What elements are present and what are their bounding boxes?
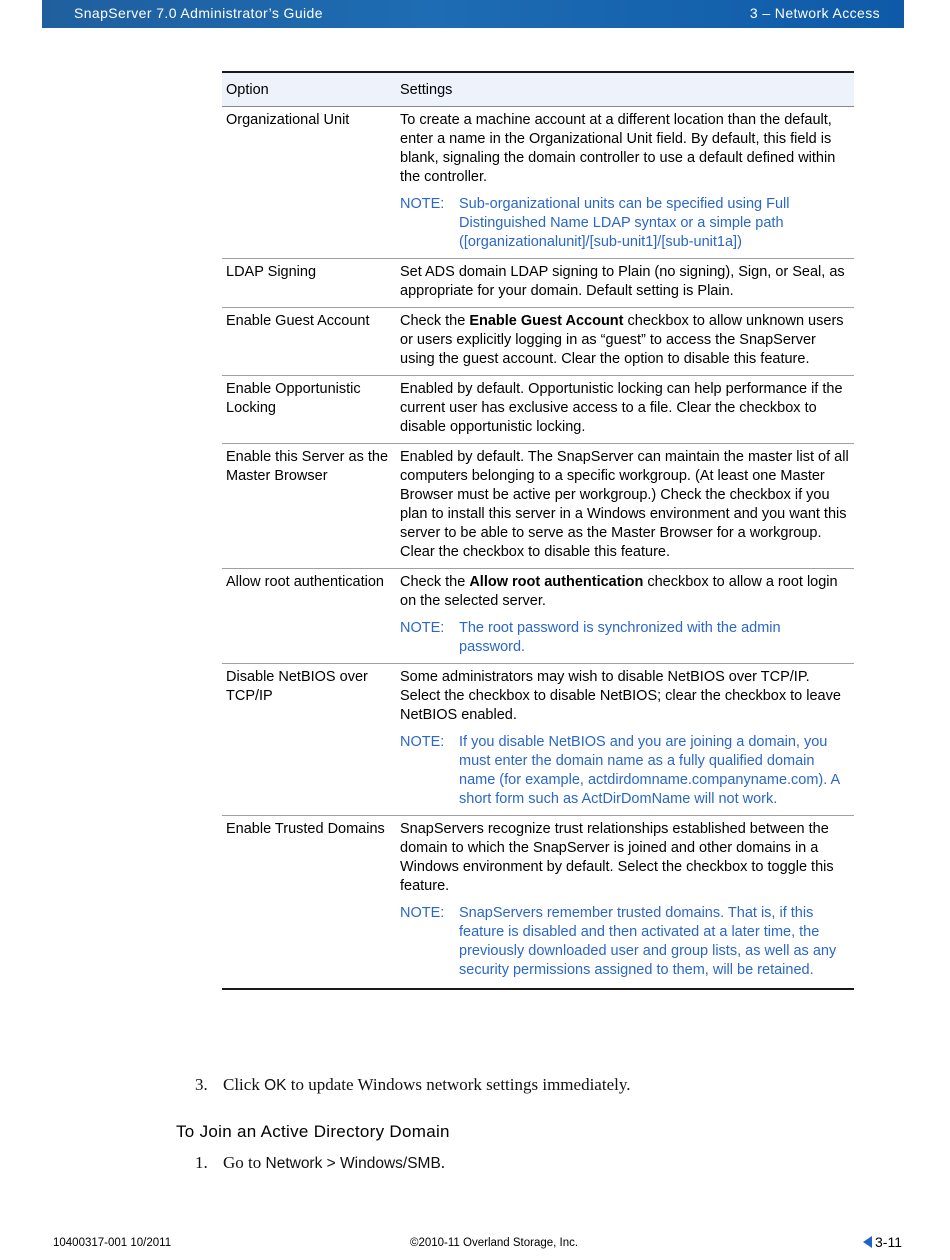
option-name: Disable NetBIOS over TCP/IP xyxy=(222,664,396,816)
settings-text xyxy=(400,312,850,369)
document-id: 10400317-001 10/2011 xyxy=(53,1237,172,1249)
note-label: NOTE: xyxy=(400,905,445,921)
previous-arrow-icon xyxy=(863,1236,872,1248)
column-header-settings: Settings xyxy=(396,72,854,107)
table-row xyxy=(222,107,854,259)
settings-text-end: checkbox to allow a root login on the selected server. xyxy=(400,574,838,609)
step-text-start: Click xyxy=(223,1075,265,1094)
note-label: NOTE: xyxy=(400,620,445,636)
column-header-option: Option xyxy=(222,72,396,107)
note xyxy=(400,904,850,980)
option-settings xyxy=(396,444,854,569)
option-settings xyxy=(396,107,854,259)
copyright: ©2010-11 Overland Storage, Inc. xyxy=(410,1237,579,1249)
settings-text: SnapServers recognize trust relationships established between the domain to which the SnapServer is joined and other domains in a Windows environment by default. Select the checkbox to toggle this feature. xyxy=(400,821,834,894)
settings-text xyxy=(400,573,850,611)
ui-term: Enable Guest Account xyxy=(469,313,624,329)
chapter-title: 3 – Network Access xyxy=(749,5,880,21)
option-name: Enable Guest Account xyxy=(222,308,396,376)
table-row xyxy=(222,308,854,376)
option-settings xyxy=(396,259,854,308)
option-settings xyxy=(396,569,854,664)
note-label: NOTE: xyxy=(400,734,445,750)
step-text-end: to update Windows network settings immediately. xyxy=(286,1075,631,1094)
note-text: If you disable NetBIOS and you are joining a domain, you must enter the domain name as a fully qualified domain name (for example, actdirdomname.companyname.com). A short form such as ActDirDomName will not work. xyxy=(459,734,840,807)
table-row xyxy=(222,816,854,990)
note xyxy=(400,619,850,657)
settings-text: Some administrators may wish to disable NetBIOS over TCP/IP. Select the checkbox to disable NetBIOS; clear the checkbox to leave NetBIOS enabled. xyxy=(400,669,841,723)
note-text: Sub-organizational units can be specified using Full Distinguished Name LDAP syntax or a simple path ([organizationalunit]/[sub-unit1]/[sub-unit1a]) xyxy=(459,196,790,250)
option-settings xyxy=(396,816,854,990)
ui-term: Allow root authentication xyxy=(469,574,644,590)
page-number xyxy=(863,1234,902,1250)
step-number: 1. xyxy=(195,1153,208,1172)
options-table xyxy=(222,71,854,990)
option-name: LDAP Signing xyxy=(222,259,396,308)
settings-text-start: Check the xyxy=(400,574,470,590)
guide-title: SnapServer 7.0 Administrator’s Guide xyxy=(74,5,323,21)
settings-text-start: Check the xyxy=(400,313,470,329)
settings-text-end: checkbox to allow unknown users or users explicitly logging in as “guest” to access the SnapServer using the guest account. Clear the option to disable this feature. xyxy=(400,313,844,367)
note xyxy=(400,195,850,252)
settings-text: Set ADS domain LDAP signing to Plain (no signing), Sign, or Seal, as appropriate for your domain. Default setting is Plain. xyxy=(400,264,845,299)
menu-path: Network > Windows/SMB xyxy=(265,1155,441,1172)
option-settings xyxy=(396,664,854,816)
table-header-row xyxy=(222,72,854,107)
note-text: The root password is synchronized with the admin password. xyxy=(459,620,781,655)
table-row xyxy=(222,664,854,816)
page-number-text: 3-11 xyxy=(875,1234,902,1250)
table-row xyxy=(222,444,854,569)
note-label: NOTE: xyxy=(400,196,445,212)
table-row xyxy=(222,259,854,308)
table-row xyxy=(222,376,854,444)
page-header xyxy=(42,0,904,28)
option-settings xyxy=(396,308,854,376)
step-1 xyxy=(195,1153,445,1173)
step-text-start: Go to xyxy=(223,1153,266,1172)
settings-text: Enabled by default. The SnapServer can maintain the master list of all computers belonging to a specific workgroup. (At least one Master Browser must be active per workgroup.) Check the checkbox if you plan to install this server in a Windows environment and you want this server to be able to serve as the Master Browser for a workgroup. Clear the checkbox to disable this feature. xyxy=(400,449,849,560)
note-text: SnapServers remember trusted domains. That is, if this feature is disabled and then activated at a later time, the previously downloaded user and group lists, as well as any security permissions assigned to them, will be retained. xyxy=(459,905,837,978)
note xyxy=(400,733,850,809)
ok-button-term: OK xyxy=(264,1077,287,1094)
settings-text: To create a machine account at a different location than the default, enter a name in the Organizational Unit field. By default, this field is blank, signaling the domain controller to use a default defined within the controller. xyxy=(400,112,836,185)
option-settings xyxy=(396,376,854,444)
option-name: Enable this Server as the Master Browser xyxy=(222,444,396,569)
option-name: Organizational Unit xyxy=(222,107,396,259)
settings-text: Enabled by default. Opportunistic locking can help performance if the current user has exclusive access to a file. Clear the checkbox to disable opportunistic locking. xyxy=(400,381,843,435)
option-name: Enable Opportunistic Locking xyxy=(222,376,396,444)
procedure-heading: To Join an Active Directory Domain xyxy=(176,1122,450,1141)
step-3 xyxy=(195,1075,630,1095)
step-number: 3. xyxy=(195,1075,208,1094)
option-name: Enable Trusted Domains xyxy=(222,816,396,990)
table-row xyxy=(222,569,854,664)
step-text-end: . xyxy=(440,1153,446,1172)
option-name: Allow root authentication xyxy=(222,569,396,664)
